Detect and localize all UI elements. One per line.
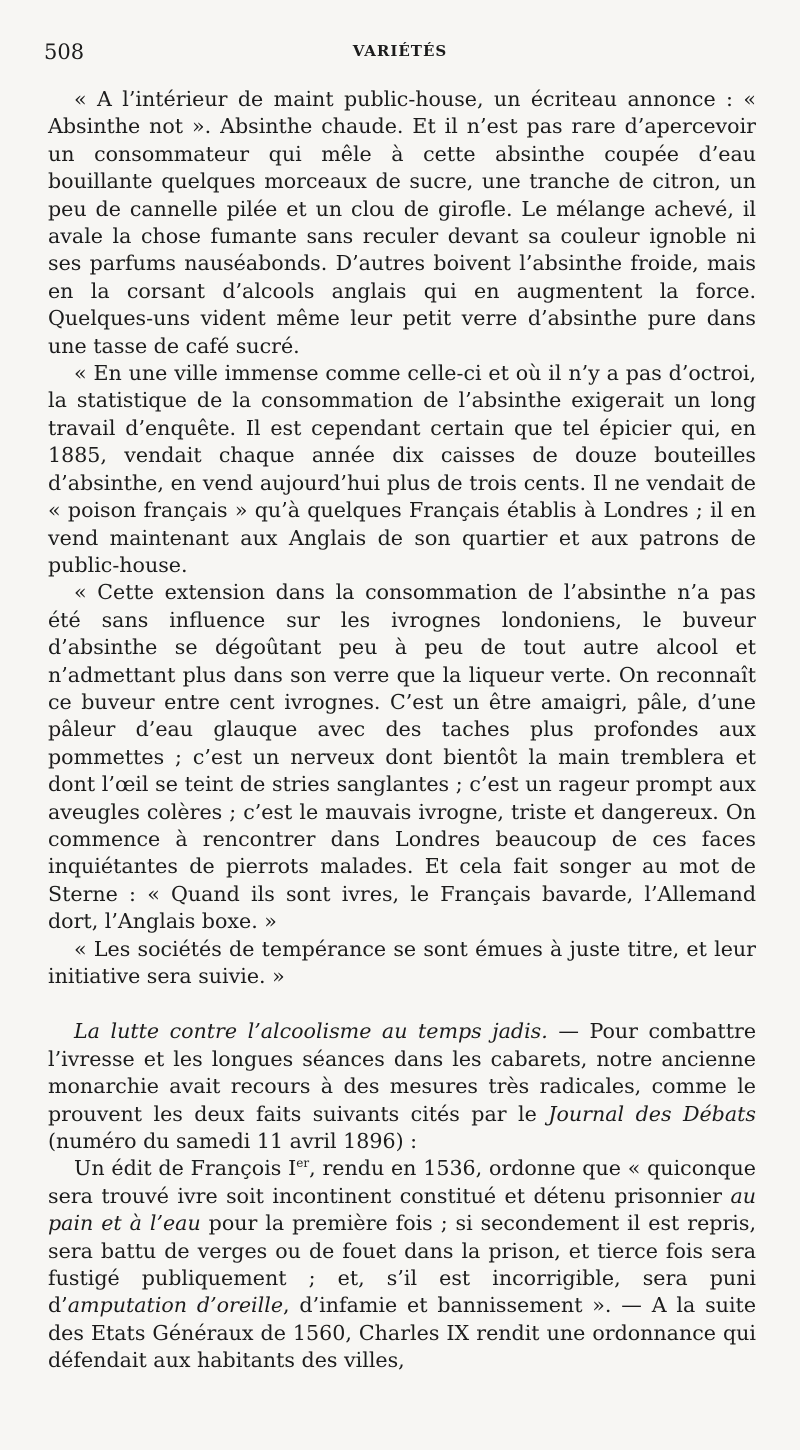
- paragraph: « En une ville immense comme celle-ci et où il n’y a pas d’octroi, la statistique de la consommation de l’absinthe exigerait un long travail d’enquête. Il est cependant certain que tel épicier qui, en 1885, vendait chaque année dix caisses de douze bouteilles d’absinthe, en vend aujourd’hui plus de trois cents. Il ne vendait de « poison français » qu’à quelques Français établis à Londres ; il en vend maintenant aux Anglais de son quartier et aux patrons de public-house.: [48, 361, 756, 577]
- paragraph: « Les sociétés de tempérance se sont émues à juste titre, et leur initiative sera suivie. »: [48, 936, 756, 988]
- section-title: La lutte contre l’alcoolisme au temps jadis.: [74, 1019, 548, 1044]
- journal-title: Journal des Débats: [548, 1101, 756, 1126]
- text-run: pour la première fois ; si secondement il est repris, sera battu de verges ou de fouet dans la prison, et tierce fois sera fustigé publiquement ; et, s’il est incorrigible, sera puni d’: [48, 1211, 756, 1318]
- superscript: er: [296, 1156, 310, 1171]
- body-text: [48, 86, 756, 1375]
- italic-phrase: amputation d’oreille: [67, 1293, 284, 1318]
- section-paragraph: [48, 1018, 756, 1155]
- text-run: Un édit de François I: [74, 1156, 297, 1181]
- paragraph: [48, 1155, 756, 1374]
- page-number: 508: [44, 40, 85, 64]
- running-title: VARIÉTÉS: [352, 42, 448, 60]
- text-run: (numéro du samedi 11 avril 1896) :: [48, 1129, 418, 1154]
- paragraph: « Cette extension dans la consommation de l’absinthe n’a pas été sans influence sur les ivrognes londoniens, le buveur d’absinthe se dégoûtant peu à peu de tout autre alcool et n’admettant plus dans son verre que la liqueur verte. On reconnaît ce buveur entre cent ivrognes. C’est un être amaigri, pâle, d’une pâleur d’eau glauque avec des taches plus profondes aux pommettes ; c’est un nerveux dont bientôt la main tremblera et dont l’œil se teint de stries sanglantes ; c’est un rageur prompt aux aveugles colères ; c’est le mauvais ivrogne, triste et dangereux. On commence à rencontrer dans Londres beaucoup de ces faces inquiétantes de pierrots malades. Et cela fait songer au mot de Sterne : « Quand ils sont ivres, le Français bavarde, l’Allemand dort, l’Anglais boxe. »: [48, 580, 756, 934]
- running-head: [44, 40, 756, 70]
- text-run: , d’infamie et bannissement ». — A la suite des Etats Généraux de 1560, Charles IX rendit une ordonnance qui défendait aux habitants des villes,: [48, 1293, 757, 1373]
- text-run: — Pour combattre l’ivresse et les longues séances dans les cabarets, notre ancienne monarchie avait recours à des mesures très radicales, comme le prouvent les deux faits suivants cités par le: [48, 1019, 757, 1126]
- italic-phrase: au pain et à l’eau: [48, 1183, 756, 1236]
- paragraph: « A l’intérieur de maint public-house, un écriteau annonce : « Absinthe not ». Absinthe chaude. Et il n’est pas rare d’apercevoir un consommateur qui mêle à cette absinthe coupée d’eau bouillante quelques morceaux de sucre, une tranche de citron, un peu de cannelle pilée et un clou de girofle. Le mélange achevé, il avale la chose fumante sans reculer devant sa couleur ignoble ni ses parfums nauséabonds. D’autres boivent l’absinthe froide, mais en la corsant d’alcools anglais qui en augmentent la force. Quelques-uns vident même leur petit verre d’absinthe pure dans une tasse de café sucré.: [48, 87, 756, 358]
- text-run: , rendu en 1536, ordonne que « quiconque sera trouvé ivre soit incontinent constitué et détenu prisonnier: [48, 1156, 756, 1208]
